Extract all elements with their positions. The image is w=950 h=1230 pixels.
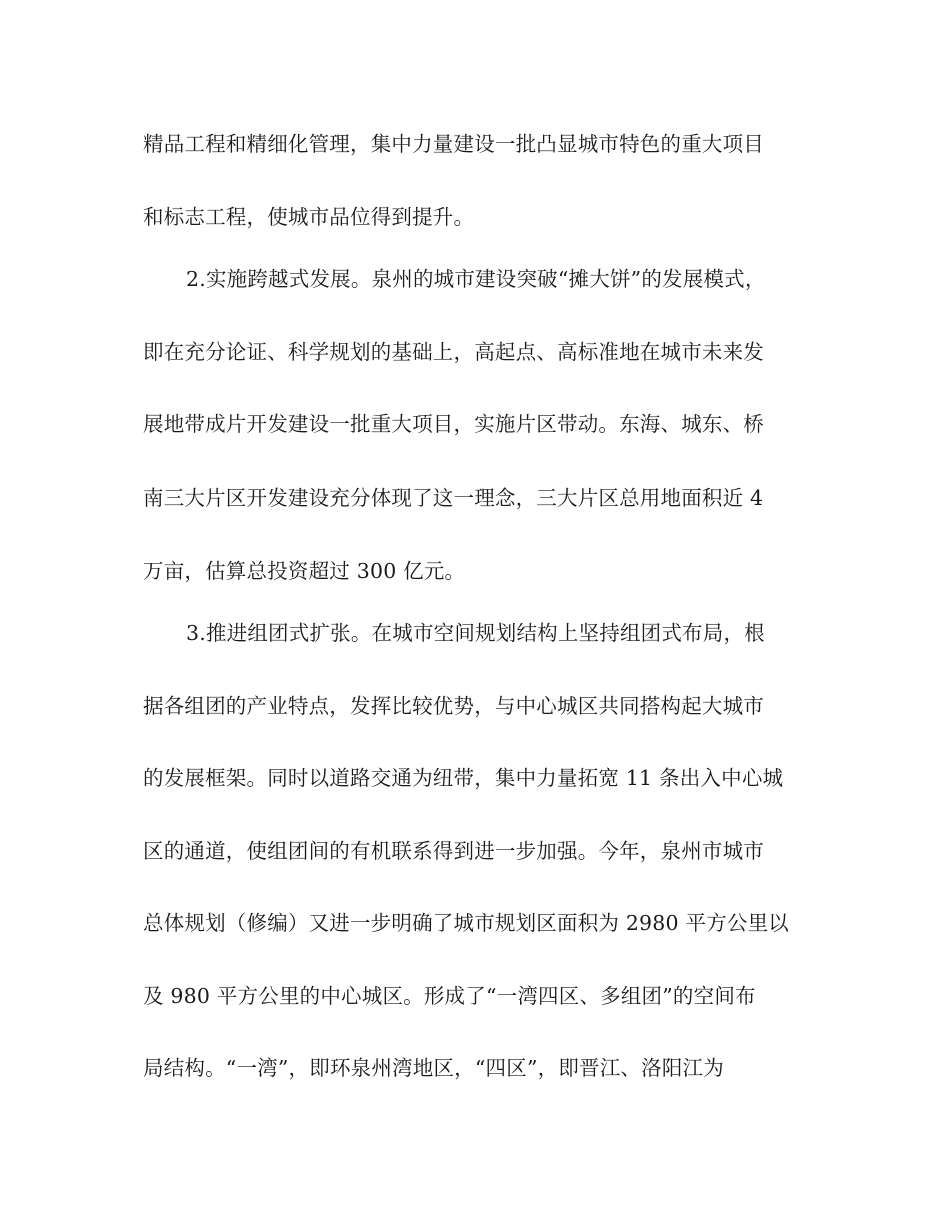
text-line: 南三大片区开发建设充分体现了这一理念，三大片区总用地面积近 4 — [143, 486, 764, 510]
text-line: 和标志工程，使城市品位得到提升。 — [143, 205, 475, 229]
paragraph-start-line: 2.实施跨越式发展。泉州的城市建设突破“摊大饼”的发展模式， — [186, 267, 766, 291]
text-line: 精品工程和精细化管理，集中力量建设一批凸显城市特色的重大项目 — [143, 132, 764, 156]
text-line: 万亩，估算总投资超过 300 亿元。 — [143, 559, 466, 583]
text-line: 总体规划（修编）又进一步明确了城市规划区面积为 2980 平方公里以 — [143, 911, 790, 935]
text-line: 展地带成片开发建设一批重大项目，实施片区带动。东海、城东、桥 — [143, 412, 764, 436]
text-line: 及 980 平方公里的中心城区。形成了“一湾四区、多组团”的空间布 — [143, 984, 756, 1008]
text-line: 局结构。“一湾”，即环泉州湾地区，“四区”，即晋江、洛阳江为 — [143, 1056, 724, 1080]
text-line: 区的通道，使组团间的有机联系得到进一步加强。今年，泉州市城市 — [143, 839, 764, 863]
text-line: 据各组团的产业特点，发挥比较优势，与中心城区共同搭构起大城市 — [143, 694, 764, 718]
paragraph-start-line: 3.推进组团式扩张。在城市空间规划结构上坚持组团式布局，根 — [186, 621, 765, 645]
text-line: 的发展框架。同时以道路交通为纽带，集中力量拓宽 11 条出入中心城 — [143, 766, 784, 790]
text-line: 即在充分论证、科学规划的基础上，高起点、高标准地在城市未来发 — [143, 340, 764, 364]
